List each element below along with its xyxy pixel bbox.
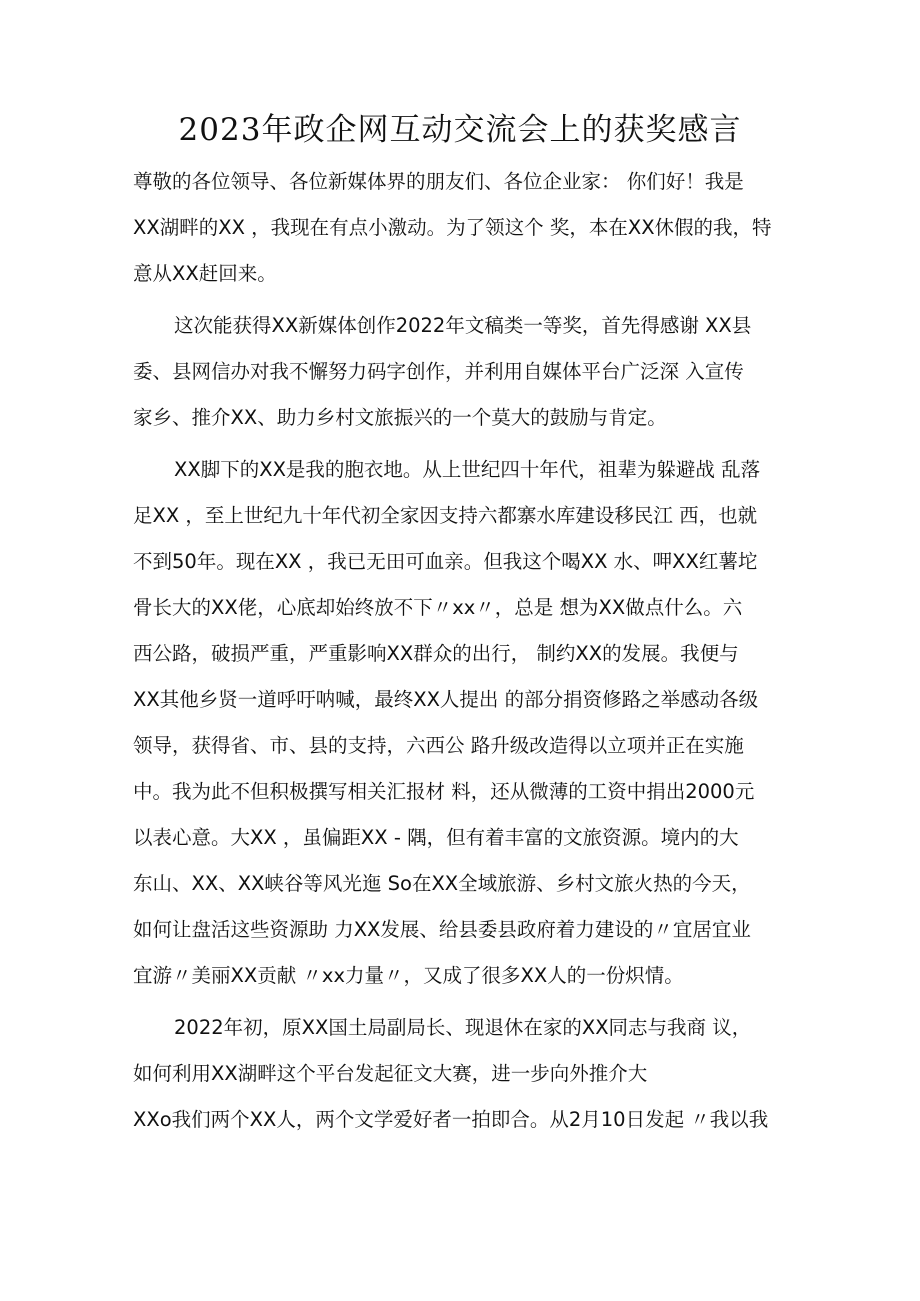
paragraph-1-line-3: 意从XX赶回来。 <box>133 262 277 285</box>
paragraph-4-line-2: 如何利用XX湖畔这个平台发起征文大赛，进一步向外推介大 <box>133 1062 648 1085</box>
paragraph-3-line-5: 西公路，破损严重，严重影响XX群众的出行， 制约XX的发展。我便与 <box>133 642 739 665</box>
paragraph-2-line-3: 家乡、推介XX、助力乡村文旅振兴的一个莫大的鼓励与肯定。 <box>133 406 667 429</box>
paragraph-3-line-7: 领导，获得省、市、县的支持，六西公 路升级改造得以立项并正在实施 <box>133 734 744 757</box>
document-title: 2023年政企网互动交流会上的获奖感言 <box>178 112 742 148</box>
paragraph-3-line-9: 以表心意。大XX ，虽偏距XX - 隅，但有着丰富的文旅资源。境内的大 <box>133 826 739 849</box>
paragraph-2-line-1: 这次能获得XX新媒体创作2022年文稿类一等奖，首先得感谢 XX县 <box>174 314 752 337</box>
paragraph-2-line-2: 委、县网信办对我不懈努力码字创作，并利用自媒体平台广泛深 入宣传 <box>133 360 744 383</box>
paragraph-3-line-1: XX脚下的XX是我的胞衣地。从上世纪四十年代，祖辈为躲避战 乱落 <box>174 458 761 481</box>
paragraph-3-line-6: XX其他乡贤一道呼吁呐喊，最终XX人提出 的部分捐资修路之举感动各级 <box>133 688 759 711</box>
paragraph-3-line-12: 宜游〃美丽XX贡献 〃xx力量〃，又成了很多XX人的一份炽情。 <box>133 964 684 987</box>
paragraph-3-line-8: 中。我为此不但积极撰写相关汇报材 料，还从微薄的工资中捐出2000元 <box>133 780 755 803</box>
paragraph-4-line-1: 2022年初，原XX国土局副局长、现退休在家的XX同志与我商 议， <box>174 1016 752 1039</box>
paragraph-1-line-1: 尊敬的各位领导、各位新媒体界的朋友们、各位企业家： 你们好！我是 <box>133 170 744 193</box>
paragraph-3-line-4: 骨长大的XX佬，心底却始终放不下〃xx〃，总是 想为XX做点什么。六 <box>133 596 743 619</box>
paragraph-3-line-2: 足XX ，至上世纪九十年代初全家因支持六都寨水库建设移民江 西，也就 <box>133 504 758 527</box>
paragraph-4-line-3: XXo我们两个XX人，两个文学爱好者一拍即合。从2月10日发起 〃我以我 <box>133 1108 769 1131</box>
paragraph-3-line-3: 不到50年。现在XX ，我已无田可血亲。但我这个喝XX 水、呷XX红薯坨 <box>133 550 758 573</box>
paragraph-3-line-10: 东山、XX、XX峡谷等风光迤 So在XX全域旅游、乡村文旅火热的今天， <box>133 872 751 895</box>
paragraph-3-line-11: 如何让盘活这些资源助 力XX发展、给县委县政府着力建设的〃宜居宜业 <box>133 918 751 941</box>
paragraph-1-line-2: XX湖畔的XX ，我现在有点小激动。为了领这个 奖，本在XX休假的我，特 <box>133 216 772 239</box>
